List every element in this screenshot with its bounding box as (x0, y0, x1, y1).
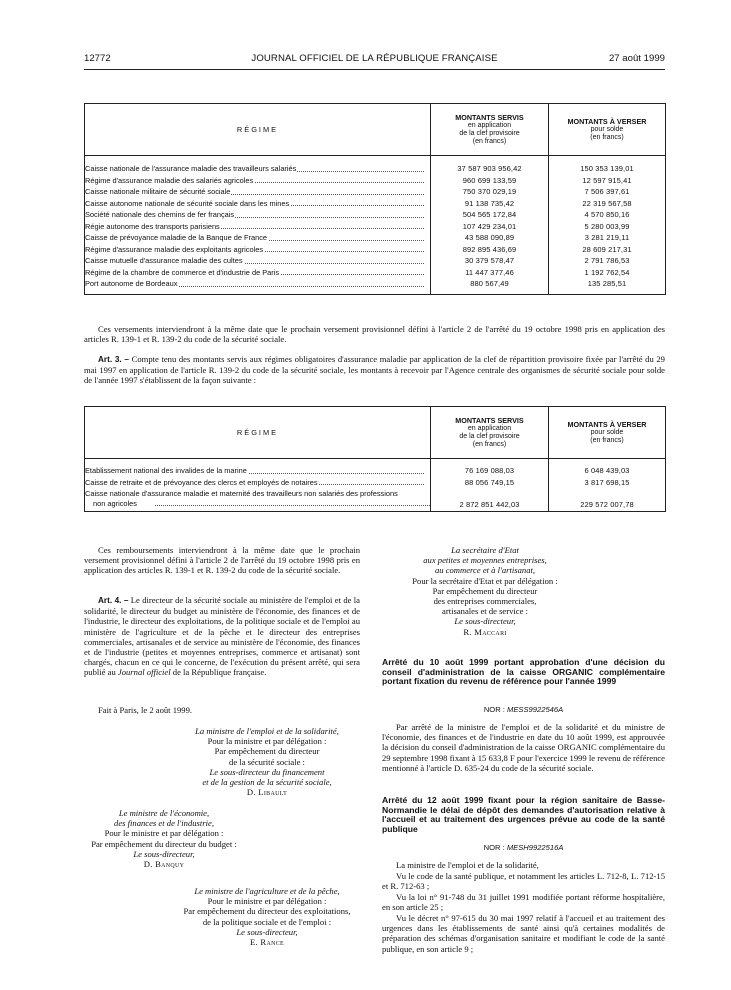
table-row-regime: Régime d'assurance maladie des exploitants agricoles (85, 244, 431, 256)
table-row-servis: 43 588 090,89 (431, 232, 549, 244)
table-row-servis: 91 138 735,42 (431, 198, 549, 210)
table-row (85, 267, 666, 279)
table-body-1 (85, 156, 666, 295)
table-row-servis: 30 379 578,47 (431, 255, 549, 267)
table-row-servis: 504 565 172,84 (431, 209, 549, 221)
table-row-servis: 960 699 133,59 (431, 175, 549, 187)
header-regime: RÉGIME (85, 104, 431, 156)
table-regimes-1 (84, 103, 666, 295)
table-row-verser: 3 817 698,15 (549, 477, 666, 489)
arrete-organic-title: Arrêté du 10 août 1999 portant approbation d'une décision du conseil d'administration de la caisse ORGANIC complémentaire portant fixation du revenu de référence pour l'année 1999 (382, 657, 665, 687)
signature-emploi-solidarite: La ministre de l'emploi et de la solidarité, Pour la ministre et par délégation : Par empêchement du directeur de la sécurité sociale : Le sous-directeur du financement et de la gestion de la sécurité sociale, D. Libault (195, 726, 339, 798)
arrete-urgences-nor: NOR : MESH9922516A (483, 843, 564, 852)
table-row (85, 175, 666, 187)
table-row (85, 232, 666, 244)
signature-economie: Le ministre de l'économie, des finances et de l'industrie, Pour le ministre et par délégation : Par empêchement du directeur du budget : Le sous-directeur, D. Banquy (91, 808, 237, 870)
table-row-regime: Port autonome de Bordeaux (85, 278, 431, 290)
arrete-urgences-vu-code: Vu le code de la santé publique, et notamment les articles L. 712-8, L. 712-15 et R. 712-63 ; (382, 871, 665, 892)
paragraph-remboursements: Ces remboursements interviendront à la même date que le prochain versement provisionnel défini à l'article 2 de l'arrêté du 19 octobre 1998 pris en application des articles R. 139-1 et R. 139-2 du code de la sécurité sociale. (84, 545, 360, 576)
table-row-verser: 12 597 915,41 (549, 175, 666, 187)
arrete-organic-text: Par arrêté de la ministre de l'emploi et de la solidarité et du ministre de l'économie, des finances et de l'industrie en date du 10 août 1999, est approuvée la décision du conseil d'administration de la caisse ORGANIC complémentaire du 29 septembre 1998 fixant à 15 633,8 F pour l'exercice 1999 le revenu de référence mentionné à l'article D. 635-24 du code de la sécurité sociale. (382, 722, 665, 773)
arrete-urgences-vu-loi: Vu la loi n° 91-748 du 31 juillet 1991 modifiée portant réforme hospitalière, en son article 25 ; (382, 892, 665, 913)
table-row (85, 186, 666, 198)
table-row (85, 255, 666, 267)
paragraph-versements: Ces versements interviendront à la même date que le prochain versement provisionnel défini à l'article 2 de l'arrêté du 19 octobre 1998 pris en application des articles R. 139-1 et R. 139-2 du code de la sécurité sociale. (84, 324, 665, 345)
table-row-regime: Caisse autonome nationale de sécurité sociale dans les mines (85, 198, 431, 210)
header-montants-servis-2: MONTANTS SERVIS en application de la clef provisoire (en francs) (431, 407, 549, 459)
article-3-text: Compte tenu des montants servis aux régimes obligatoires d'assurance maladie par application de la clef de répartition provisoire fixée par l'arrêté du 29 mai 1997 en application de l'article R. 139-2 du code de la sécurité sociale, les montants à recevoir par l'Agence centrale des organismes de sécurité sociale pour solde de l'année 1997 s'établissent de la façon suivante : (84, 354, 665, 386)
table-row-verser: 5 280 003,99 (549, 221, 666, 233)
table-row-servis: 892 895 436,69 (431, 244, 549, 256)
article-4-label: Art. 4. – (98, 596, 129, 605)
table-row-verser: 4 570 850,16 (549, 209, 666, 221)
table-row-verser: 2 791 786,53 (549, 255, 666, 267)
header-regime-2: RÉGIME (85, 407, 431, 459)
table-row-verser: 1 192 762,54 (549, 267, 666, 279)
header-montants-verser: MONTANTS À VERSER pour solde (en francs) (549, 104, 666, 156)
table-row-servis: 76 169 088,03 (431, 465, 549, 477)
table-row-regime: Etablissement national des invalides de la marine (85, 465, 431, 477)
table-row (85, 477, 666, 489)
publication-date: 27 août 1999 (608, 53, 665, 64)
table-body-2 (85, 459, 666, 489)
article-4: Art. 4. – Le directeur de la sécurité sociale au ministère de l'emploi et de la solidarité, le directeur du budget au ministère de l'économie, des finances et de l'industrie, le directeur des exploitations, de la politique sociale et de l'emploi au ministère de l'agriculture et de la pêche et le directeur des entreprises commerciales, artisanales et de service au ministère de l'économie, des finances et de l'industrie (petites et moyennes entreprises, commerce et artisanat) sont chargés, chacun en ce qui le concerne, de l'exécution du présent arrêté, qui sera publié au Journal officiel de la République française. (84, 595, 360, 678)
table-regimes-2 (84, 406, 666, 512)
table-row-regime: Caisse nationale d'assurance maladie et maternité des travailleurs non salariés des professions non agricoles (85, 488, 431, 512)
header-rule (84, 69, 665, 70)
table-row-servis: 11 447 377,46 (431, 267, 549, 279)
journal-title: JOURNAL OFFICIEL DE LA RÉPUBLIQUE FRANÇAISE (251, 53, 498, 64)
table-row-regime: Régime d'assurance maladie des salariés agricoles (85, 175, 431, 187)
table-row-servis: 37 587 903 956,42 (431, 163, 549, 175)
table-row-verser: 229 572 007,78 (549, 488, 666, 512)
table-row (85, 244, 666, 256)
signature-petites-entreprises: La secrétaire d'Etat aux petites et moyennes entreprises, au commerce et à l'artisanat, Pour la secrétaire d'Etat et par délégation : Par empêchement du directeur des entreprises commerciales, artisanales et de service : Le sous-directeur, R. Maccari (412, 545, 558, 637)
table-row-verser: 135 285,51 (549, 278, 666, 290)
arrete-organic-nor: NOR : MESS9922546A (483, 705, 564, 714)
table-row-regime: Régime de la chambre de commerce et d'industrie de Paris (85, 267, 431, 279)
table-row-regime: Caisse de retraite et de prévoyance des clercs et employés de notaires (85, 477, 431, 489)
header-montants-verser-2: MONTANTS À VERSER pour solde (en francs) (549, 407, 666, 459)
table-row (85, 221, 666, 233)
signature-agriculture: Le ministre de l'agriculture et de la pêche, Pour le ministre et par délégation : Par empêchement du directeur des exploitations, de la politique sociale et de l'emploi : Le sous-directeur, E. Rance (183, 886, 351, 948)
table-row-verser: 7 506 397,61 (549, 186, 666, 198)
article-3 (84, 354, 665, 386)
table-row-verser: 6 048 439,03 (549, 465, 666, 477)
table-row-servis: 880 567,49 (431, 278, 549, 290)
page-number: 12772 (84, 53, 111, 64)
header-montants-servis: MONTANTS SERVIS en application de la clef provisoire (en francs) (431, 104, 549, 156)
article-3-label: Art. 3. – (98, 355, 129, 364)
table-row (85, 163, 666, 175)
table-row-regime: Caisse nationale de l'assurance maladie des travailleurs salariés (85, 163, 431, 175)
table-row-regime: Caisse de prévoyance maladie de la Banque de France (85, 232, 431, 244)
table-row-regime: Caisse mutuelle d'assurance maladie des cultes (85, 255, 431, 267)
table-row-verser: 28 609 217,31 (549, 244, 666, 256)
table-row (85, 209, 666, 221)
table-row-verser: 22 319 567,58 (549, 198, 666, 210)
table-2-last-row (85, 488, 666, 512)
table-row (85, 465, 666, 477)
arrete-urgences-title: Arrêté du 12 août 1999 fixant pour la région sanitaire de Basse-Normandie le délai de dépôt des demandes d'autorisation relative à l'accueil et au traitement des urgences prévue au code de la santé publique (382, 795, 665, 834)
table-row-servis: 750 370 029,19 (431, 186, 549, 198)
table-row-verser: 150 353 139,01 (549, 163, 666, 175)
table-row-regime: Caisse nationale militaire de sécurité sociale (85, 186, 431, 198)
arrete-urgences-ministre: La ministre de l'emploi et de la solidarité, (396, 860, 539, 870)
table-row-servis: 88 056 749,15 (431, 477, 549, 489)
table-row-servis: 107 429 234,01 (431, 221, 549, 233)
table-row (85, 198, 666, 210)
arrete-urgences-vu-decret: Vu le décret n° 97-615 du 30 mai 1997 relatif à l'accueil et au traitement des urgences dans les établissements de santé ainsi qu'à certaines modalités de préparation des schémas d'organisation sanitaire et modifiant le code de la santé publique, en son article 9 ; (382, 913, 665, 954)
table-row-regime: Régie autonome des transports parisiens (85, 221, 431, 233)
table-row-regime: Société nationale des chemins de fer français (85, 209, 431, 221)
table-row-verser: 3 281 219,11 (549, 232, 666, 244)
fait-a-paris: Fait à Paris, le 2 août 1999. (98, 705, 193, 715)
page-header (84, 53, 665, 67)
table-row (85, 278, 666, 290)
table-row-servis: 2 872 851 442,03 (431, 488, 549, 512)
